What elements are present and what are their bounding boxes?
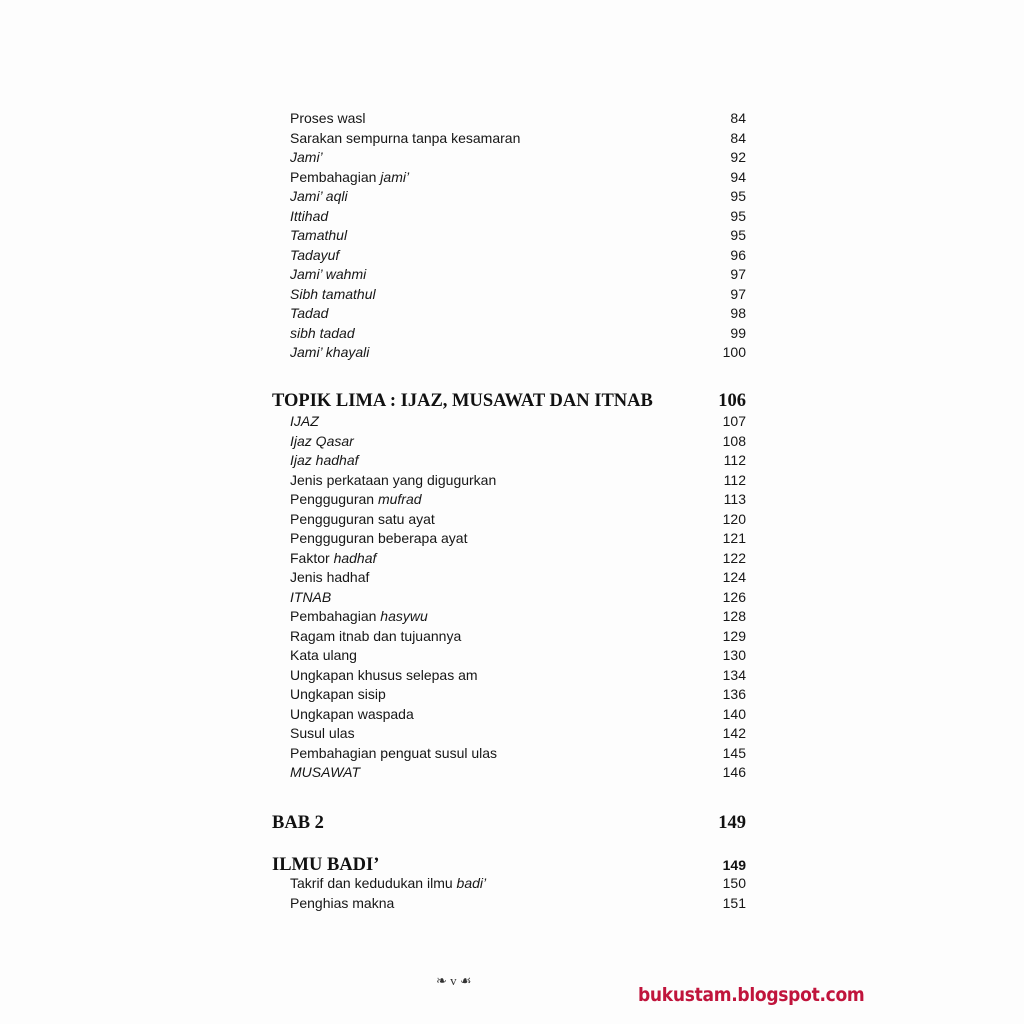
entry-page: 129 [722,627,746,644]
entry-label-text: Kata ulang [290,647,357,663]
entry-page: 142 [722,725,746,741]
entry-label [272,568,369,588]
entry-label-text: Pembahagian [290,168,381,185]
entry-label-italic: mufrad [377,491,422,507]
entry-label [272,529,467,549]
entry-label-text: Takrif dan kedudukan ilmu [290,875,457,891]
entry-page: 140 [722,705,746,722]
entry-page: 150 [722,875,746,891]
toc-entry [272,285,746,305]
entry-label [272,265,366,285]
entry-label-italic: Ijaz Qasar [290,432,354,449]
entry-label-text: Proses wasl [290,110,366,126]
entry-page: 120 [722,510,746,527]
entry-label [272,685,386,705]
entry-label-italic: Jami’ khayali [290,344,370,360]
entry-page: 94 [730,168,746,185]
entry-page: 95 [730,207,746,224]
entry-page: 151 [722,894,746,911]
entry-page: 108 [722,432,746,449]
entry-label-italic: MUSAWAT [290,764,361,780]
entry-label [272,588,331,608]
entry-label-italic: Jami’ wahmi [290,266,367,282]
toc-entry [272,168,746,188]
toc-entry [272,894,746,914]
entry-label-text: Ungkapan waspada [290,705,414,722]
entry-label [272,343,369,363]
entry-page: 84 [730,129,746,146]
entry-label [272,412,319,432]
entry-label [272,490,422,510]
entry-page: 112 [723,452,746,468]
entry-label-italic: hadhaf [333,549,377,566]
toc-entry [272,432,746,452]
entry-label [272,187,348,207]
toc-entry [272,510,746,530]
entry-label [272,471,496,491]
heading-title: TOPIK LIMA : IJAZ, MUSAWAT DAN ITNAB [272,391,653,411]
entry-page: 95 [730,227,746,243]
entry-label-text: Jenis hadhaf [290,569,370,585]
ornament-left-icon: ❧ [436,973,447,988]
entry-label [272,549,376,569]
heading-title: ILMU BADI’ [272,855,380,875]
entry-label-italic: Sibh tamathul [290,285,376,302]
entry-label [272,724,355,744]
entry-label [272,207,328,227]
entry-label [272,246,339,266]
toc-entry [272,588,746,608]
entry-label-text: Faktor [290,549,334,566]
entry-page: 121 [722,530,746,546]
entry-label-text: Ungkapan khusus selepas am [290,666,478,683]
entry-label-text: Ungkapan sisip [290,686,386,702]
entry-label-text: Ragam itnab dan tujuannya [290,627,462,644]
toc-entry [272,666,746,686]
entry-label-italic: badi’ [456,875,487,891]
entry-label [272,646,357,666]
entry-label-text: Sarakan sempurna tanpa kesamaran [290,129,521,146]
entry-label-text: Pengguguran [290,491,378,507]
heading-title: BAB 2 [272,813,324,833]
entry-page: 124 [722,569,746,585]
folio-text: v [450,973,457,988]
entry-label [272,451,359,471]
entry-label-italic: Ijaz hadhaf [290,452,359,468]
entry-page: 113 [723,491,746,507]
entry-label [272,129,520,149]
toc-entry [272,705,746,725]
entry-label-italic: Tadad [290,305,329,321]
entry-page: 112 [723,471,746,488]
entry-label [272,148,323,168]
entry-page: 130 [722,647,746,663]
entry-label-italic: IJAZ [290,413,319,429]
entry-label [272,705,414,725]
entry-page: 96 [730,246,746,263]
toc-heading-bab-2 [272,812,746,834]
entry-page: 146 [722,764,746,780]
entry-label [272,304,328,324]
entry-page: 122 [722,549,746,566]
entry-label [272,607,428,627]
toc-entry [272,763,746,783]
toc-entry [272,148,746,168]
entry-page: 97 [730,285,746,302]
entry-label [272,666,478,686]
entry-page: 92 [730,149,746,165]
entry-label-italic: Ittihad [290,207,329,224]
entry-label-text: Pengguguran beberapa ayat [290,530,468,546]
toc-entry [272,246,746,266]
entry-label-italic: Tadayuf [290,246,340,263]
entry-label-text: Penghias makna [290,894,395,911]
entry-page: 98 [730,305,746,321]
toc-entry [272,549,746,569]
toc-entry [272,109,746,129]
heading-page: 149 [718,813,746,833]
toc-entry [272,724,746,744]
entry-label-italic: Tamathul [290,227,348,243]
entry-label [272,627,461,647]
toc-entries-jami [272,109,746,363]
entry-label [272,285,376,305]
entry-page: 97 [730,266,746,282]
entry-label [272,168,409,188]
ornament-right-icon: ☙ [459,973,472,988]
toc-entry [272,304,746,324]
toc-entry [272,568,746,588]
entry-page: 84 [730,110,746,126]
entry-page: 107 [722,413,746,429]
toc-entry [272,265,746,285]
entry-label-italic: sibh tadad [290,324,355,341]
toc-entry [272,744,746,764]
entry-label-text: Pengguguran satu ayat [290,510,435,527]
toc-entry [272,324,746,344]
entry-label [272,324,355,344]
toc-entry [272,187,746,207]
entry-label-text: Jenis perkataan yang digugurkan [290,471,497,488]
toc-entry [272,490,746,510]
entry-page: 126 [722,588,746,605]
toc-entry [272,627,746,647]
entry-label [272,763,360,783]
entry-label-text: Susul ulas [290,725,355,741]
entry-label [272,226,347,246]
toc-entry [272,129,746,149]
entry-label-italic: Jami’ [290,149,323,165]
toc-entry [272,451,746,471]
toc-entry [272,343,746,363]
watermark: bukustam.blogspot.com [638,984,865,1006]
heading-page: 149 [722,857,746,873]
entry-label-italic: jami’ [380,168,410,185]
entry-label [272,894,394,914]
entry-label-text: Pembahagian [290,608,381,624]
entry-label [272,109,365,129]
toc-entry [272,412,746,432]
toc-entry [272,529,746,549]
toc-heading-topik-lima [272,390,746,412]
entry-page: 95 [730,188,746,204]
toc-entry [272,226,746,246]
entry-label-text: Pembahagian penguat susul ulas [290,744,498,761]
entry-label-italic: Jami’ aqli [290,188,348,204]
entry-label [272,874,486,894]
toc-entries-ilmu-badi [272,874,746,913]
toc-entries-topik-lima [272,412,746,783]
toc-entry [272,685,746,705]
entry-label-italic: hasywu [380,608,428,624]
page-number [436,973,472,989]
heading-page: 106 [718,391,746,411]
toc-entry [272,471,746,491]
toc-heading-ilmu-badi [272,854,746,876]
toc-entry [272,607,746,627]
toc-entry [272,646,746,666]
entry-label-italic: ITNAB [290,588,332,605]
entry-page: 136 [722,686,746,702]
entry-page: 134 [722,666,746,683]
entry-page: 100 [722,344,746,360]
entry-page: 145 [722,744,746,761]
toc-entry [272,874,746,894]
toc-entry [272,207,746,227]
entry-page: 128 [722,608,746,624]
entry-label [272,744,497,764]
entry-label [272,432,354,452]
entry-page: 99 [730,324,746,341]
entry-label [272,510,435,530]
